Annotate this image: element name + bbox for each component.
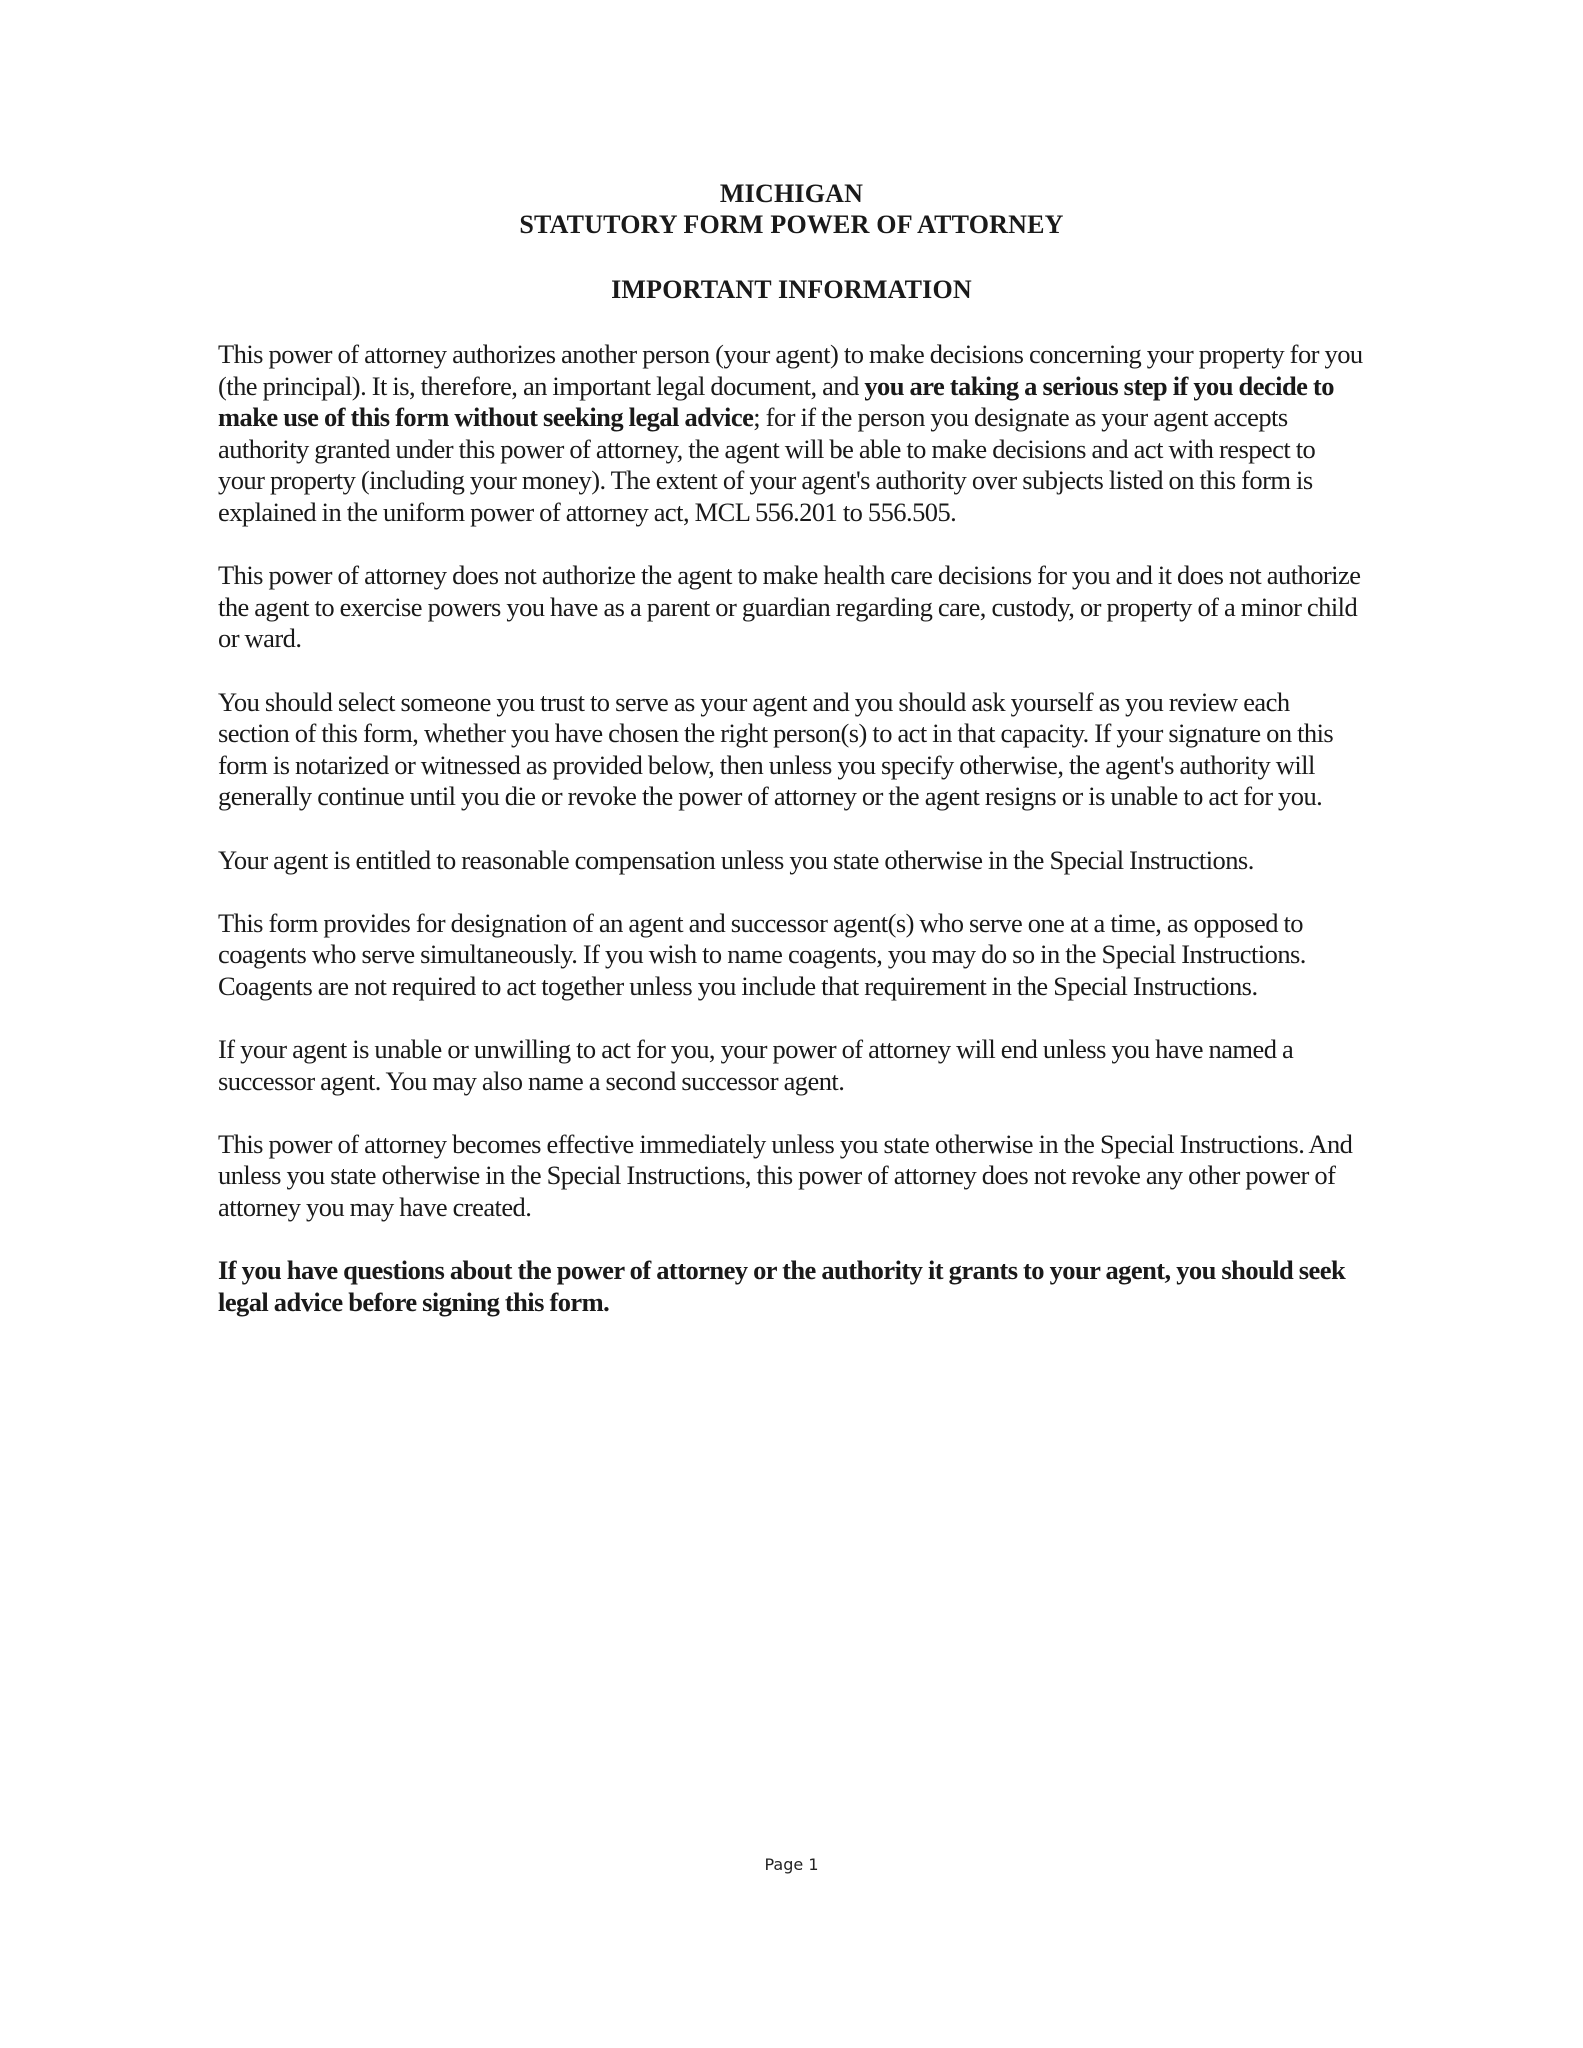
paragraph-bold-warning: you are taking a serious step if you decide to make use of this form without seeking legal advice [218, 370, 1334, 433]
paragraph-text: This power of attorney authorizes another person (your agent) to make decisions concerning your property for you (the principal). It is, therefore, an important legal document, and [218, 339, 1363, 401]
paragraph-text: ; for if the person you designate as your agent accepts authority granted under this power of attorney, the agent will be able to make decisions and act with respect to your property (including your money). The extent of your agent's authority over subjects listed on this form is explained in the uniform power of attorney act, MCL 556.201 to 556.505. [218, 402, 1316, 527]
paragraph-authorization [218, 339, 1363, 529]
paragraph-health-care-exclusion: This power of attorney does not authorize the agent to make health care decisions for you and it does not authorize the agent to exercise powers you have as a parent or guardian regarding care, custody, or property of a minor child or ward. [218, 560, 1361, 654]
document-title: STATUTORY FORM POWER OF ATTORNEY [519, 210, 1064, 239]
paragraph-compensation: Your agent is entitled to reasonable compensation unless you state otherwise in the Special Instructions. [218, 844, 1254, 875]
page-number: Page 1 [764, 1855, 819, 1874]
paragraph-legal-advice [218, 1255, 1363, 1318]
section-title: IMPORTANT INFORMATION [611, 275, 972, 304]
paragraph-bold-advice: If you have questions about the power of attorney or the authority it grants to your agent, you should seek legal advice before signing this form. [218, 1255, 1346, 1317]
paragraph-successor-agents: This form provides for designation of an agent and successor agent(s) who serve one at a time, as opposed to coagents who serve simultaneously. If you wish to name coagents, you may do so in the Special Instructions. Coagents are not required to act together unless you include that requirement in the Special Instructions. [218, 907, 1306, 1001]
paragraph-agent-unable: If your agent is unable or unwilling to act for you, your power of attorney will end unless you have named a successor agent. You may also name a second successor agent. [218, 1034, 1294, 1096]
paragraph-select-agent: You should select someone you trust to serve as your agent and you should ask yourself as you review each section of this form, whether you have chosen the right person(s) to act in that capacity. If your signature on this form is notarized or witnessed as provided below, then unless you specify otherwise, the agent's authority will generally continue until you die or revoke the power of attorney or the agent resigns or is unable to act for you. [218, 686, 1334, 812]
document-state-heading: MICHIGAN [719, 179, 864, 208]
paragraph-effective-date: This power of attorney becomes effective immediately unless you state otherwise in the Special Instructions. And unless you state otherwise in the Special Instructions, this power of attorney does not revoke any other power of attorney you may have created. [218, 1128, 1353, 1223]
document-body [218, 339, 1363, 1350]
